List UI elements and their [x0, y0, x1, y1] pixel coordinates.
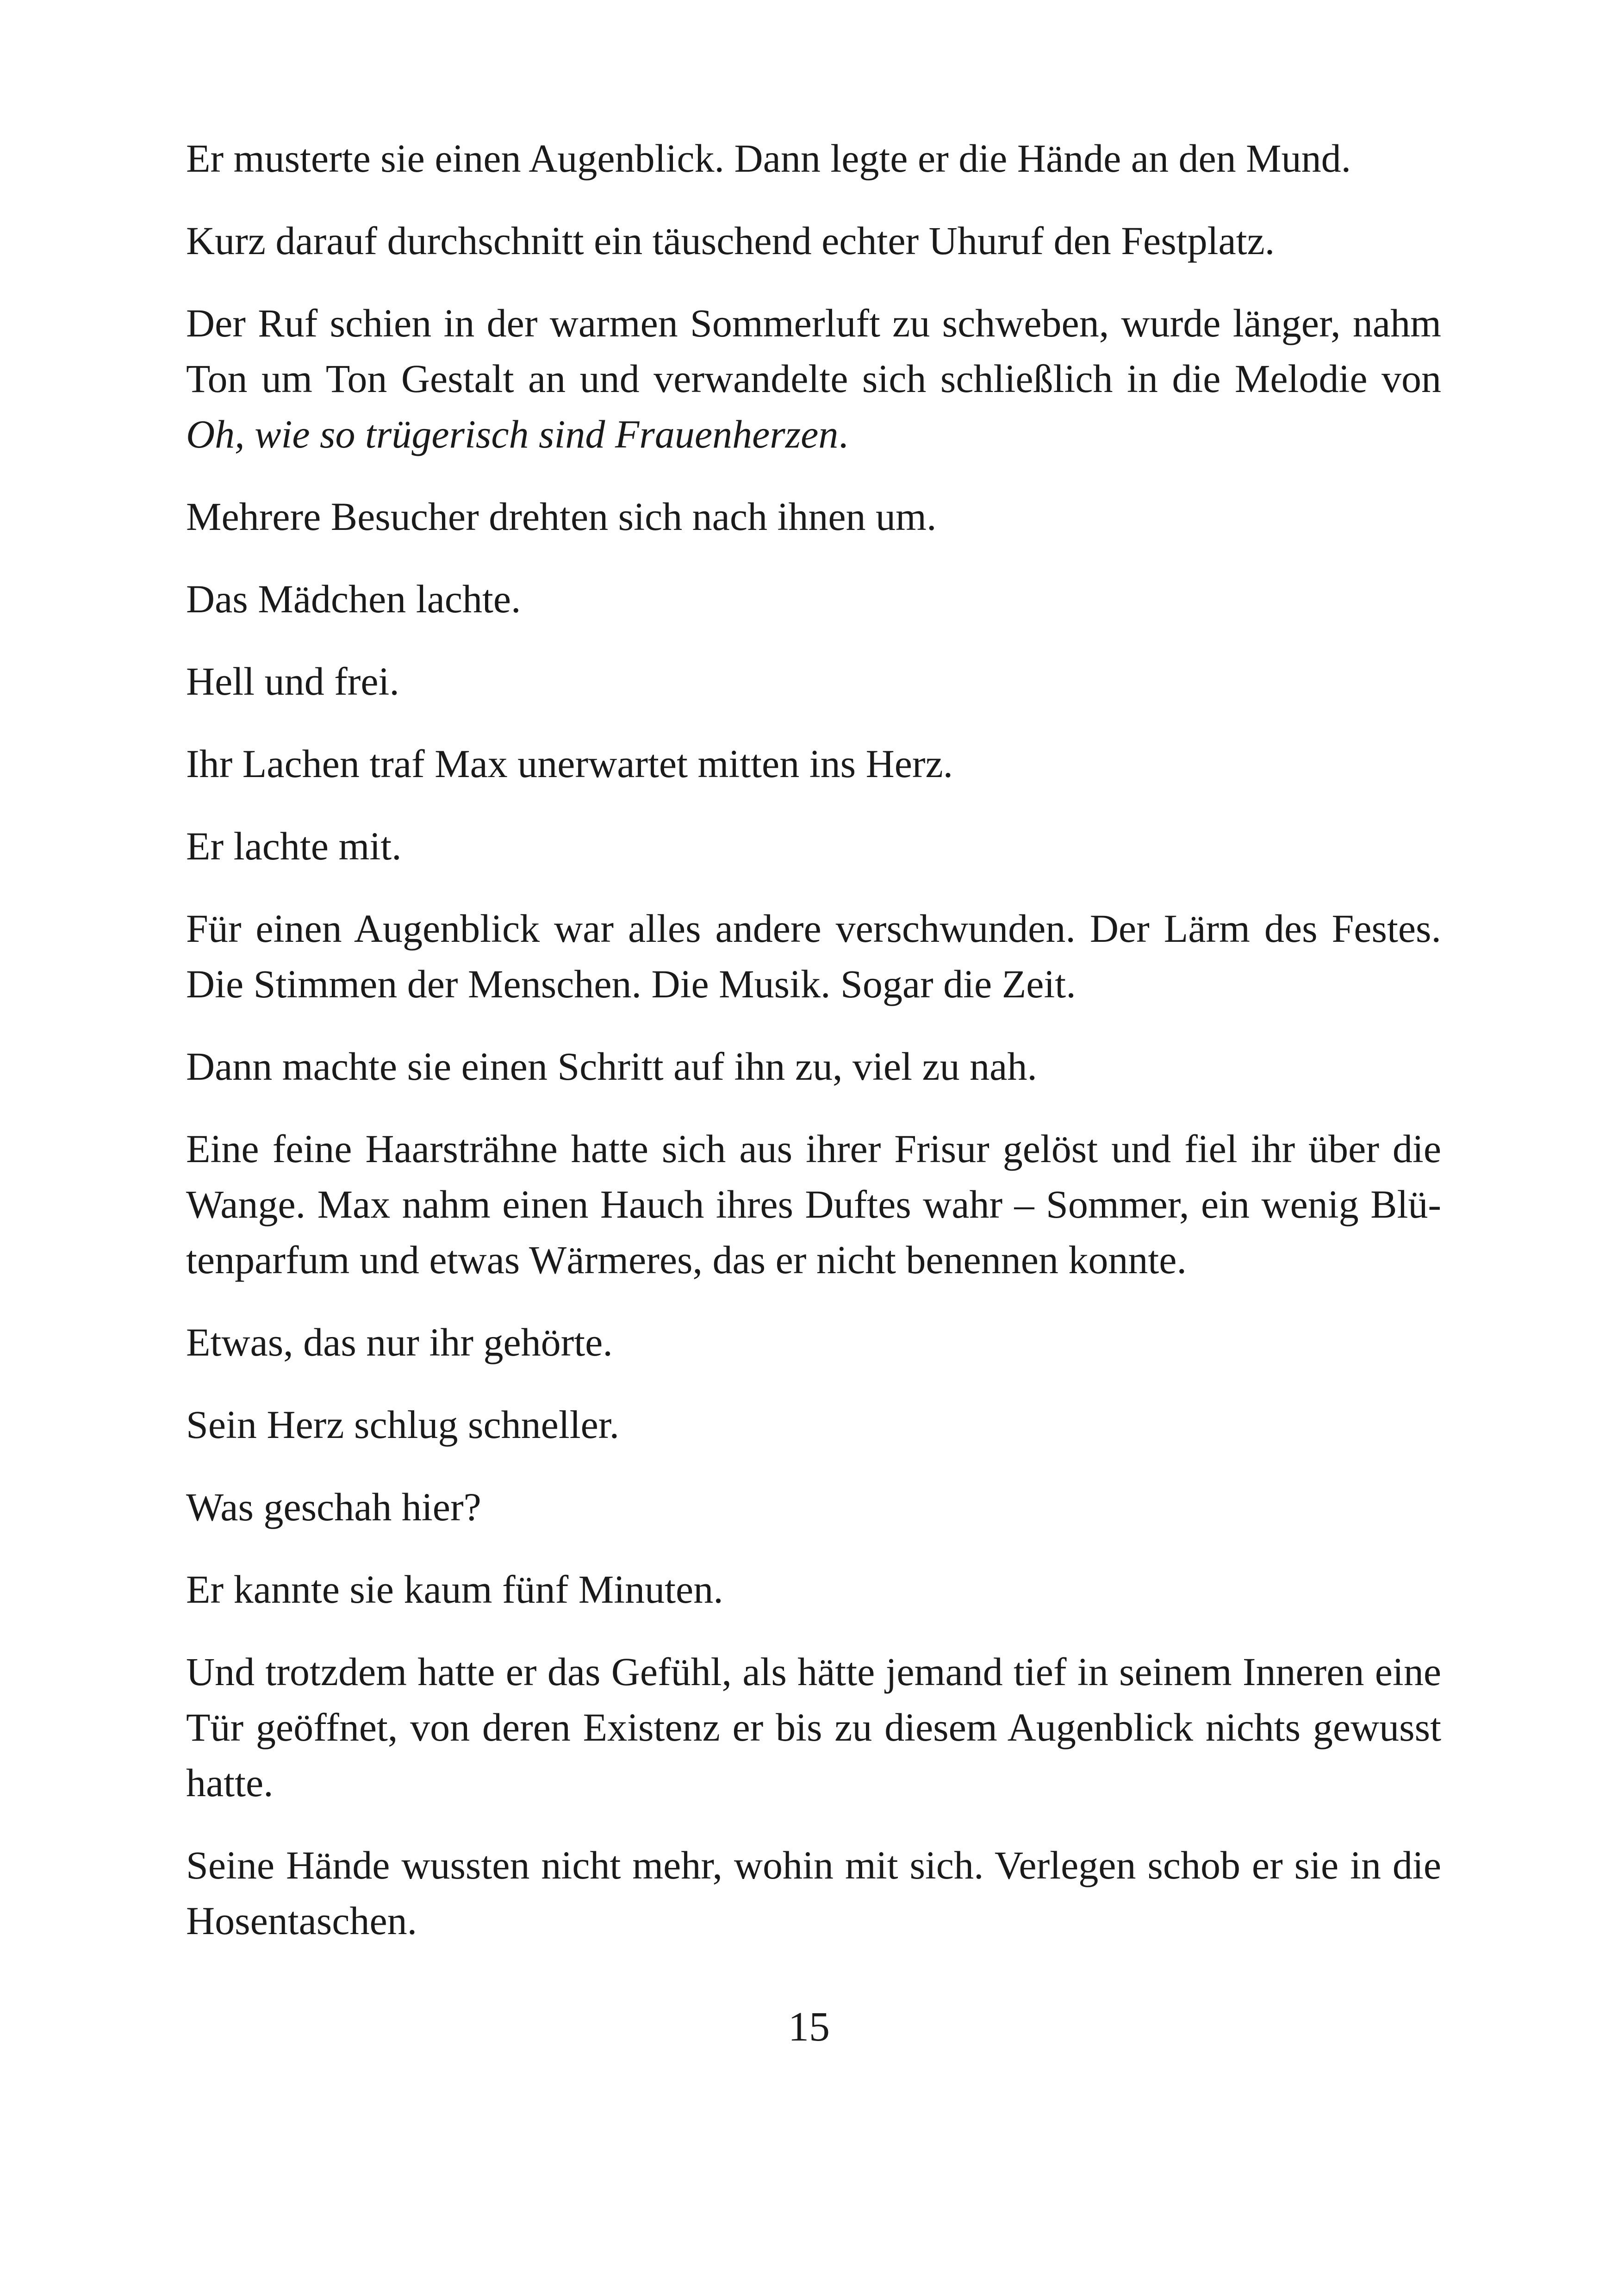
song-title-punct: .	[838, 412, 848, 456]
paragraph-17: Seine Hände wussten nicht mehr, wohin mit sich. Verlegen schob er sie in die Hosentaschen.	[186, 1843, 1441, 1943]
paragraph-3-text: Der Ruf schien in der warmen Sommerluft zu schweben, wurde länger, nahm Ton um Ton Gestalt an und verwandelte sich schließlich in die Melodie von	[186, 301, 1441, 401]
paragraph-3	[186, 295, 1441, 462]
paragraph-10: Dann machte sie einen Schritt auf ihn zu, viel zu nah.	[186, 1044, 1037, 1089]
paragraph-1: Er musterte sie einen Augenblick. Dann legte er die Hände an den Mund.	[186, 136, 1351, 180]
paragraph-16: Und trotzdem hatte er das Gefühl, als hätte jemand tief in seinem Inneren eine Tür geöffnet, von deren Existenz er bis zu diesem Augenblick nichts gewusst hatte.	[186, 1649, 1441, 1805]
paragraph-4: Mehrere Besucher drehten sich nach ihnen um.	[186, 494, 937, 539]
paragraph-6: Hell und frei.	[186, 659, 399, 703]
paragraph-2: Kurz darauf durchschnitt ein täuschend echter Uhuruf den Festplatz.	[186, 218, 1275, 263]
paragraph-5: Das Mädchen lachte.	[186, 577, 521, 621]
paragraph-13: Sein Herz schlug schneller.	[186, 1402, 620, 1447]
paragraph-8: Er lachte mit.	[186, 824, 402, 868]
paragraph-14: Was geschah hier?	[186, 1485, 481, 1529]
paragraph-12: Etwas, das nur ihr gehörte.	[186, 1320, 613, 1364]
paragraph-11: Eine feine Haarsträhne hatte sich aus ihrer Frisur gelöst und fiel ihr über die Wange. Max nahm einen Hauch ihres Duftes wahr – Sommer, ein wenig Blütenparfum und etwas Wärmeres, das er nicht benennen konnte.	[186, 1126, 1441, 1282]
page-number: 15	[788, 2004, 830, 2050]
paragraph-7: Ihr Lachen traf Max unerwartet mitten ins Herz.	[186, 741, 953, 786]
body-text	[186, 131, 1441, 1975]
song-title: Oh, wie so trügerisch sind Frauenherzen	[186, 412, 839, 456]
paragraph-9: Für einen Augenblick war alles andere verschwunden. Der Lärm des Festes. Die Stimmen der Menschen. Die Musik. Sogar die Zeit.	[186, 906, 1441, 1006]
paragraph-15: Er kannte sie kaum fünf Minuten.	[186, 1567, 723, 1612]
